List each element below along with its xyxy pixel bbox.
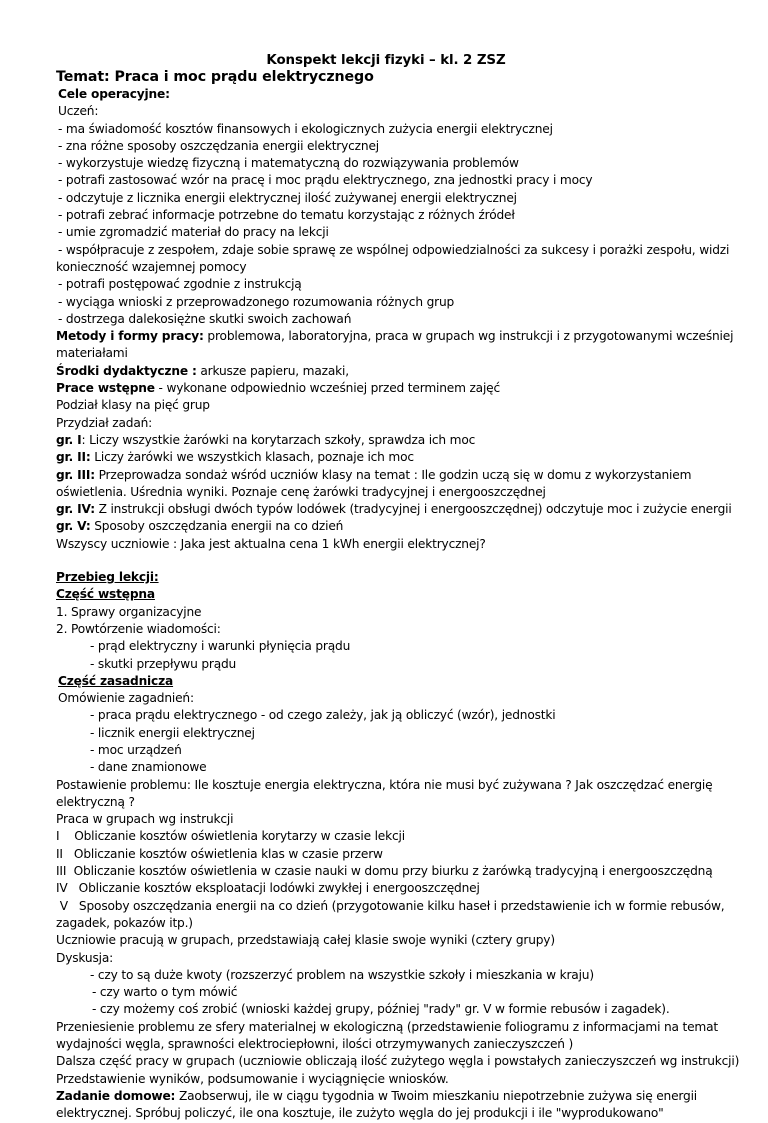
goal-item: - wyciąga wnioski z przeprowadzonego rozumowania różnych grup bbox=[58, 294, 455, 309]
group-4-label: gr. IV: bbox=[56, 502, 95, 517]
group-2-text: Liczy żarówki we wszystkich klasach, poznaje ich moc bbox=[90, 450, 414, 465]
group-1-text: : Liczy wszystkie żarówki na korytarzach szkoły, sprawdza ich moc bbox=[81, 432, 476, 447]
debate-item: - czy to są duże kwoty (rozszerzyć problem na wszystkie szkoły i mieszkania w kraju) bbox=[90, 967, 594, 982]
group-task-continued: zagadek, pokazów itp.) bbox=[56, 915, 193, 930]
means-line bbox=[56, 363, 716, 380]
topic-item: - dane znamionowe bbox=[90, 760, 207, 775]
spacer bbox=[56, 553, 716, 569]
ecology-step: Przeniesienie problemu ze sfery materialnej w ekologiczną (przedstawienie foliogramu z informacjami na temat bbox=[56, 1019, 719, 1034]
methods-line bbox=[56, 328, 734, 345]
ecology-step-continued: wydajności węgla, sprawności elektrociepłowni, ilości otrzymywanych zanieczyszczeń ) bbox=[56, 1037, 574, 1052]
further-work: Dalsza część pracy w grupach (uczniowie obliczają ilość zużytego węgla i powstałych zanieczyszczeń wg instrukcji) bbox=[56, 1054, 740, 1069]
homework bbox=[56, 1088, 716, 1105]
goal-item: - potrafi zebrać informacje potrzebne do tematu korzystając z różnych źródeł bbox=[58, 208, 515, 223]
all-students-task: Wszyscy uczniowie : Jaka jest aktualna cena 1 kWh energii elektrycznej? bbox=[56, 536, 486, 551]
goal-item: - potrafi zastosować wzór na pracę i moc prądu elektrycznego, zna jednostki pracy i mocy bbox=[58, 173, 593, 188]
topic-item: - praca prądu elektrycznego - od czego zależy, jak ją obliczyć (wzór), jednostki bbox=[90, 708, 556, 723]
debate-item: - czy możemy coś zrobić (wnioski każdej grupy, później "rady" gr. V w formie rebusów i zagadek). bbox=[92, 1002, 670, 1017]
main-part-heading: Część zasadnicza bbox=[58, 673, 174, 688]
group-3-continued: oświetlenia. Uśrednia wyniki. Poznaje cenę żarówki tradycyjnej i energooszczędnej bbox=[56, 484, 546, 499]
group-task: I Obliczanie kosztów oświetlenia korytarzy w czasie lekcji bbox=[56, 829, 405, 844]
problem-statement-continued: elektryczną ? bbox=[56, 794, 135, 809]
homework-text: Zaobserwuj, ile w ciągu tygodnia w Twoim mieszkaniu niepotrzebnie zużywa się energii bbox=[175, 1088, 697, 1103]
class-split: Podział klasy na pięć grup bbox=[56, 398, 210, 413]
means-label: Środki dydaktyczne : bbox=[56, 363, 197, 378]
group-5 bbox=[56, 518, 716, 535]
methods-line-continued: materiałami bbox=[56, 346, 128, 361]
intro-part-heading: Część wstępna bbox=[56, 587, 155, 602]
group-3 bbox=[56, 467, 716, 484]
intro-item: 1. Sprawy organizacyjne bbox=[56, 604, 202, 619]
goal-item: - wykorzystuje wiedzę fizyczną i matematyczną do rozwiązywania problemów bbox=[58, 156, 519, 171]
debate-item: - czy warto o tym mówić bbox=[92, 985, 238, 1000]
group-4-text: Z instrukcji obsługi dwóch typów lodówek (tradycyjnej i energooszczędnej) odczytuje moc i zużycie energii bbox=[94, 502, 732, 517]
methods-text: problemowa, laboratoryjna, praca w grupach wg instrukcji i z przygotowanymi wcześniej bbox=[203, 329, 734, 344]
summary-step: Przedstawienie wyników, podsumowanie i wyciągnięcie wniosków. bbox=[56, 1071, 449, 1086]
group-task: III Obliczanie kosztów oświetlenia w czasie nauki w domu przy biurku z żarówką tradycyjną i energooszczędną bbox=[56, 864, 713, 879]
goal-item: - ma świadomość kosztów finansowych i ekologicznych zużycia energii elektrycznej bbox=[58, 121, 553, 136]
problem-statement: Postawienie problemu: Ile kosztuje energia elektryczna, która nie musi być zużywana ? Jak oszczędzać energię bbox=[56, 777, 713, 792]
group-task: IV Obliczanie kosztów eksploatacji lodówki zwykłej i energooszczędnej bbox=[56, 881, 480, 896]
group-5-label: gr. V: bbox=[56, 519, 91, 534]
topic-item: - licznik energii elektrycznej bbox=[90, 725, 255, 740]
course-heading: Przebieg lekcji: bbox=[56, 570, 159, 585]
task-assignment: Przydział zadań: bbox=[56, 415, 153, 430]
group-1-label: gr. I bbox=[56, 432, 82, 447]
methods-label: Metody i formy pracy: bbox=[56, 329, 204, 344]
groupwork-intro: Praca w grupach wg instrukcji bbox=[56, 812, 234, 827]
lesson-topic: Temat: Praca i moc prądu elektrycznego bbox=[56, 69, 374, 85]
homework-continued: elektrycznej. Spróbuj policzyć, ile ona kosztuje, ile zużyto węgla do jej produkcji i ile "wyprodukowano" bbox=[56, 1106, 664, 1121]
goal-item: - odczytuje z licznika energii elektrycznej ilość zużywanej energii elektrycznej bbox=[58, 190, 517, 205]
document-title: Konspekt lekcji fizyki – kl. 2 ZSZ bbox=[266, 53, 506, 68]
group-1 bbox=[56, 432, 716, 449]
review-item: - skutki przepływu prądu bbox=[90, 656, 237, 671]
goal-item: - potrafi postępować zgodnie z instrukcją bbox=[58, 277, 302, 292]
topic-item: - moc urządzeń bbox=[90, 742, 182, 757]
goal-item: - współpracuje z zespołem, zdaje sobie sprawę ze wspólnej odpowiedzialności za sukcesy i porażki zespołu, widzi bbox=[58, 242, 730, 257]
intro-item: 2. Powtórzenie wiadomości: bbox=[56, 621, 221, 636]
prework-label: Prace wstępne bbox=[56, 381, 155, 396]
group-3-text: Przeprowadza sondaż wśród uczniów klasy na temat : Ile godzin uczą się w domu z wykorzystaniem bbox=[94, 467, 692, 482]
goals-intro: Uczeń: bbox=[58, 104, 99, 119]
goal-item: - umie zgromadzić materiał do pracy na lekcji bbox=[58, 225, 329, 240]
discussion-intro: Omówienie zagadnień: bbox=[58, 691, 194, 706]
goal-item: - zna różne sposoby oszczędzania energii elektrycznej bbox=[58, 138, 379, 153]
prework-text: - wykonane odpowiednio wcześniej przed terminem zajęć bbox=[154, 381, 501, 396]
document-page bbox=[56, 52, 740, 1123]
group-2 bbox=[56, 449, 716, 466]
homework-label: Zadanie domowe: bbox=[56, 1088, 176, 1103]
group-task: II Obliczanie kosztów oświetlenia klas w czasie przerw bbox=[56, 846, 383, 861]
group-5-text: Sposoby oszczędzania energii na co dzień bbox=[90, 519, 344, 534]
review-item: - prąd elektryczny i warunki płynięcia prądu bbox=[90, 639, 351, 654]
debate-heading: Dyskusja: bbox=[56, 950, 114, 965]
group-3-label: gr. III: bbox=[56, 467, 95, 482]
goal-item-continued: konieczność wzajemnej pomocy bbox=[56, 259, 247, 274]
presentation-step: Uczniowie pracują w grupach, przedstawiają całej klasie swoje wyniki (cztery grupy) bbox=[56, 933, 555, 948]
prework-line bbox=[56, 380, 716, 397]
means-text: arkusze papieru, mazaki, bbox=[196, 363, 349, 378]
group-task: V Sposoby oszczędzania energii na co dzień (przygotowanie kilku haseł i przedstawienie ich w formie rebusów, bbox=[56, 898, 725, 913]
goals-heading: Cele operacyjne: bbox=[58, 87, 170, 101]
group-2-label: gr. II: bbox=[56, 450, 91, 465]
goal-item: - dostrzega dalekosiężne skutki swoich zachowań bbox=[58, 311, 352, 326]
group-4 bbox=[56, 501, 732, 518]
